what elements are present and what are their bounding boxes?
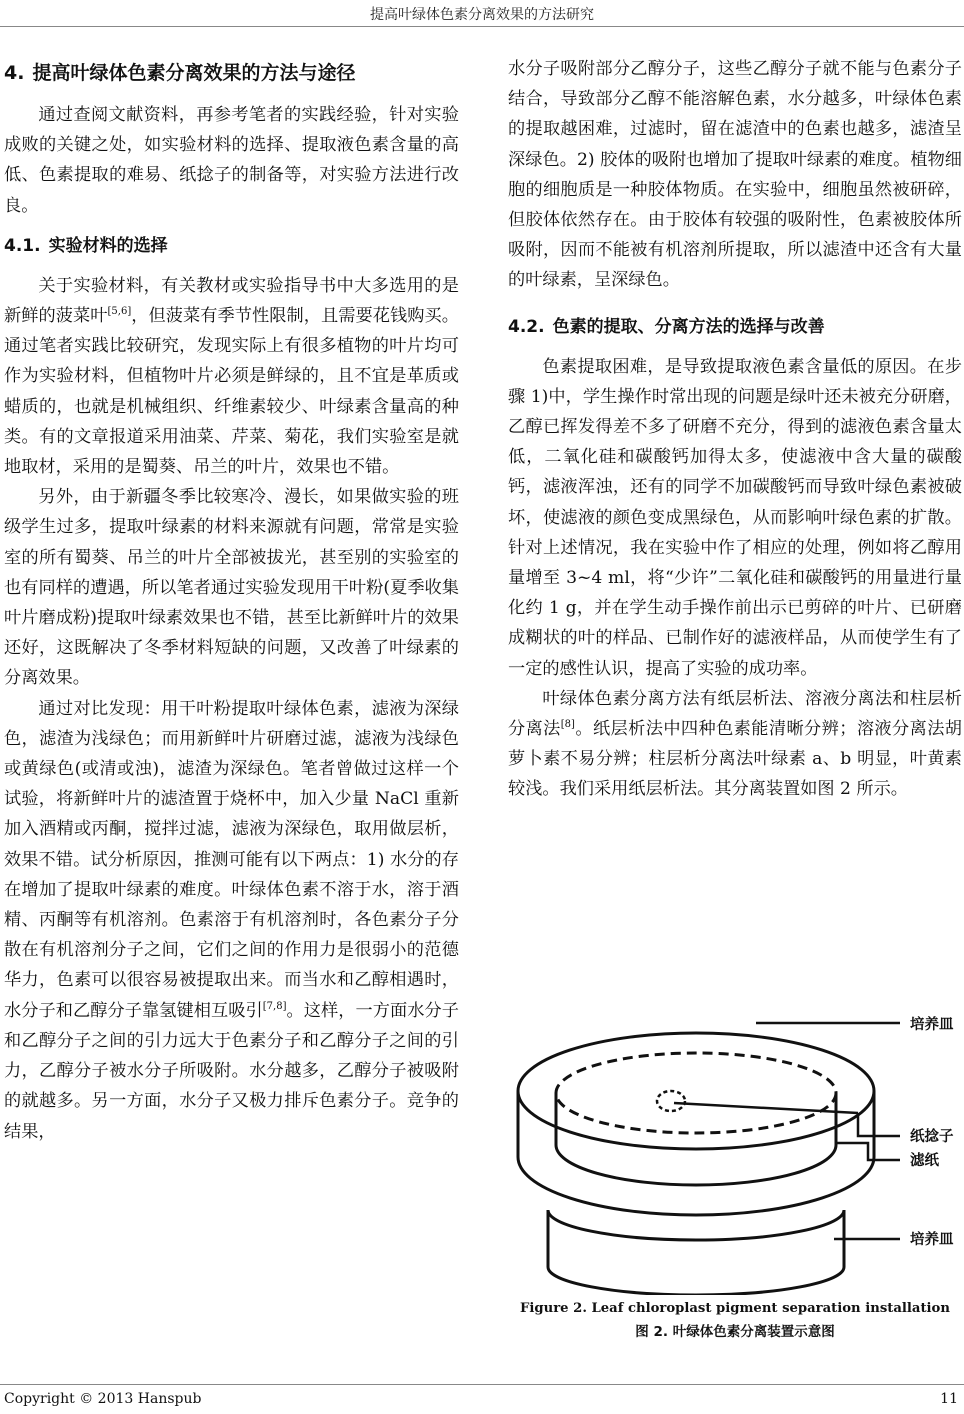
figure-2: [508, 1005, 962, 1295]
text-run: 。纸层析法中四种色素能清晰分辨；溶液分离法胡萝卜素不易分辨；柱层析分离法叶绿素 a、b 明显，叶黄素较浅。我们采用纸层析法。其分离装置如图 2 所示。: [508, 719, 962, 800]
label-wick: 纸捻子: [910, 1129, 954, 1145]
figure-caption-zh: 图 2. 叶绿体色素分离装置示意图: [635, 1324, 835, 1340]
section-4-1-heading: [4, 231, 459, 261]
bottom-dish-outline: [548, 1210, 844, 1295]
left-column: [4, 58, 459, 1147]
label-filter-paper: 滤纸: [910, 1153, 939, 1169]
running-title: 提高叶绿体色素分离效果的方法研究: [370, 7, 594, 23]
text-run: 。这样，一方面水分子和乙醇分子之间的引力远大于色素分子和乙醇分子之间的引力，乙醇分子被水分子所吸附。水分越多，乙醇分子被吸附的就越多。另一方面，水分子又极力排斥色素分子。竞争的结果，: [4, 1000, 459, 1142]
section-4-number: 4.: [4, 62, 25, 84]
filter-paper-top: [556, 1053, 836, 1133]
right-column: [508, 54, 962, 805]
text-run: 关于实验材料，有关教材或实验指导书中大多选用的是新鲜的菠菜叶: [4, 275, 459, 327]
leader-line: [858, 1113, 900, 1136]
paragraph: [508, 684, 962, 805]
paragraph: 另外，由于新疆冬季比较寒冷、漫长，如果做实验的班级学生过多，提取叶绿素的材料来源就有问题，常常是实验室的所有蜀葵、吊兰的叶片全部被拔光，甚至别的实验室的也有同样的遭遇，所以笔者通过实验发现用干叶粉(夏季收集叶片磨成粉)提取叶绿素效果也不错，甚至比新鲜叶片的效果还好，这既解决了冬季材料短缺的问题，又改善了叶绿素的分离效果。: [4, 487, 459, 689]
label-top-dish: 培养皿: [910, 1017, 954, 1033]
label-bottom-dish: 培养皿: [910, 1232, 954, 1248]
section-4-2-number: 4.2.: [508, 316, 545, 337]
text-run: 叶绿体色素分离方法有纸层析法、溶液分离法和柱层析分离法: [508, 688, 962, 740]
paragraph: 色素提取困难，是导致提取液色素含量低的原因。在步骤 1)中，学生操作时常出现的问题是绿叶还未被充分研磨，乙醇已挥发得差不多了研磨不充分，得到的滤液色素含量太低，二氧化硅和碳酸钙加得太多，使滤液中含大量的碳酸钙，滤液浑浊，还有的同学不加碳酸钙而导致叶绿色素被破坏，使滤液的颜色变成黑绿色，从而影响叶绿色素的扩散。针对上述情况，我在实验中作了相应的处理，例如将乙醇用量增至 3~4 ml，将“少许”二氧化硅和碳酸钙的用量进行量化约 1 g，并在学生动手操作前出示已剪碎的叶片、已研磨成糊状的叶的样品、已制作好的滤液样品，从而使学生有了一定的感性认识，提高了实验的成功率。: [508, 356, 962, 679]
section-4-1-number: 4.1.: [4, 235, 41, 256]
section-4-2-title: 色素的提取、分离方法的选择与改善: [552, 316, 825, 337]
section-4-heading: [4, 58, 459, 88]
text-run: 通过对比发现：用干叶粉提取叶绿体色素，滤液为深绿色，滤渣为浅绿色；而用新鲜叶片研磨过滤，滤液为浅绿色或黄绿色(或清或浊)，滤渣为深绿色。笔者曾做过这样一个试验，将新鲜叶片的滤渣置于烧杯中，加入少量 NaCl 重新加入酒精或丙酮，搅拌过滤，滤液为深绿色，取用做层析，效果不错。试分析原因，推测可能有以下两点：1) 水分的存在增加了提取叶绿素的难度。叶绿体色素不溶于水，溶于酒精、丙酮等有机溶剂。色素溶于有机溶剂时，各色素分子分散在有机溶剂分子之间，它们之间的作用力是很弱小的范德华力，色素可以很容易被提取出来。而当水和乙醇相遇时，水分子和乙醇分子靠氢键相互吸引: [4, 698, 459, 1021]
copyright: Copyright © 2013 Hanspub: [4, 1391, 202, 1407]
section-4-intro: 通过查阅文献资料，再参考笔者的实践经验，针对实验成败的关键之处，如实验材料的选择、提取液色素含量的高低、色素提取的难易、纸捻子的制备等，对实验方法进行改良。: [4, 105, 459, 216]
page-number: 11: [940, 1391, 958, 1407]
header-rule: [0, 26, 964, 27]
figure-caption-en: Figure 2. Leaf chloroplast pigment separation installation: [520, 1301, 950, 1316]
paragraph: [4, 694, 459, 1147]
wick: [657, 1091, 685, 1111]
separation-device-drawing: [508, 1005, 962, 1295]
paragraph-continued: 水分子吸附部分乙醇分子，这些乙醇分子就不能与色素分子结合，导致部分乙醇不能溶解色素，水分越多，叶绿体色素的提取越困难，过滤时，留在滤渣中的色素也越多，滤渣呈深绿色。2) 胶体的吸附也增加了提取叶绿素的难度。植物细胞的细胞质是一种胶体物质。在实验中，细胞虽然被研碎，但胶体依然存在。由于胶体有较强的吸附性，色素被胶体所吸附，因而不能被有机溶剂所提取，所以滤渣中还含有大量的叶绿素，呈深绿色。: [508, 59, 962, 291]
footer-rule: [0, 1384, 964, 1385]
section-4-title: 提高叶绿体色素分离效果的方法与途径: [32, 62, 356, 84]
leader-line: [674, 1103, 858, 1113]
citation: [7,8]: [262, 1000, 287, 1012]
paragraph: [4, 271, 459, 482]
citation: [5,6]: [107, 306, 132, 318]
leader-line: [836, 1143, 900, 1160]
section-4-2-heading: [508, 312, 962, 342]
citation: [8]: [560, 719, 575, 731]
text-run: ，但菠菜有季节性限制，且需要花钱购买。通过笔者实践比较研究，发现实际上有很多植物的叶片均可作为实验材料，但植物叶片必须是鲜绿的，且不宜是革质或蜡质的，也就是机械组织、纤维素较少、叶绿素含量高的种类。有的文章报道采用油菜、芹菜、菊花，我们实验室是就地取材，采用的是蜀葵、吊兰的叶片，效果也不错。: [4, 306, 459, 478]
section-4-1-title: 实验材料的选择: [48, 235, 168, 256]
